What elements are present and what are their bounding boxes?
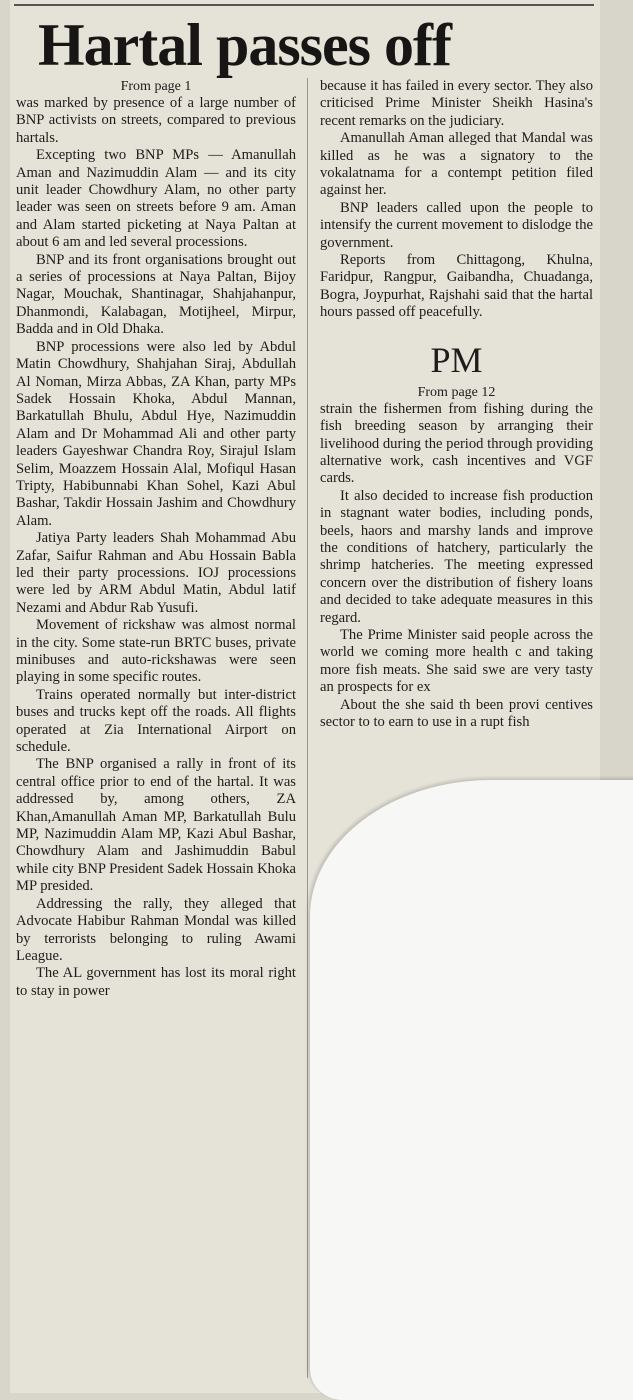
paragraph: Amanullah Aman alleged that Mandal was killed as he was a signatory to the vokalatnama for a contempt petition filed against her. xyxy=(320,130,593,199)
left-column xyxy=(16,78,296,1000)
paragraph: It also decided to increase fish production in stagnant water bodies, including ponds, beels, haors and marshy lands and improve the conditions of hatchery, particularly the shrimp hatcheries. The meeting expressed concern over the distribution of fishery loans and decided to take adequate measures in this regard. xyxy=(320,487,593,626)
torn-paper-area xyxy=(310,780,633,1400)
column-divider xyxy=(307,78,308,1378)
paragraph: was marked by presence of a large number of BNP activists on streets, compared to previous hartals. xyxy=(16,95,296,146)
paragraph: Trains operated normally but inter-district buses and trucks kept off the roads. All flights operated at Zia International Airport on schedule. xyxy=(16,686,296,756)
top-rule xyxy=(14,4,594,6)
right-column xyxy=(320,78,593,731)
paragraph: Excepting two BNP MPs — Amanullah Aman and Nazimuddin Alam — and its city unit leader Chowdhury Alam, no other party leader was seen on streets before 9 am. Aman and Alam started picketing at Naya Paltan at about 6 am and led several processions. xyxy=(16,147,296,251)
paragraph: BNP and its front organisations brought out a series of processions at Naya Paltan, Bijoy Nagar, Mouchak, Shantinagar, Shahjahanpur, Dhanmondi, Kalabagan, Motijheel, Mirpur, Badda and in Old Dhaka. xyxy=(16,251,296,338)
paragraph: BNP processions were also led by Abdul Matin Chowdhury, Shahjahan Siraj, Abdullah Al Noman, Mirza Abbas, ZA Khan, party MPs Sadek Hossain Khoka, Abdul Mannan, Barkatullah Bhulu, Abdul Hye, Nazimuddin Alam and Dr Mohammad Ali and other party leaders Gayeshwar Chandra Roy, Sirajul Islam Selim, Moazzem Hossain Alal, Mofiqul Hasan Tripty, Habibunnabi Khan Sohel, Kazi Abul Bashar, Takdir Hossain Jashim and Chowdhury Alam. xyxy=(16,338,296,529)
paragraph: The BNP organised a rally in front of its central office prior to end of the hartal. It was addressed by, among others, ZA Khan,Amanullah Aman MP, Barkatullah Bulu MP, Nazimuddin Alam MP, Kazi Abul Bashar, Chowdhury Alam and Jashimuddin Babul while city BNP President Sadek Hossain Khoka MP presided. xyxy=(16,756,296,895)
from-page-label: From page 12 xyxy=(417,384,496,400)
pm-subhead: PM xyxy=(430,339,483,380)
paragraph: strain the fishermen from fishing during the fish breeding season by arranging their livelihood during the period through providing alternative work, cash incentives and VGF cards. xyxy=(320,400,593,487)
paragraph: BNP leaders called upon the people to intensify the current movement to dislodge the government. xyxy=(320,199,593,251)
paragraph: Movement of rickshaw was almost normal in the city. Some state-run BRTC buses, private minibuses and auto-rickshawas were seen playing in some specific routes. xyxy=(16,617,296,686)
paragraph: The Prime Minister said people across the world we coming more health c and taking more fish meats. She said swe are very tasty an prospects for ex xyxy=(320,626,593,696)
headline: Hartal passes off xyxy=(38,12,451,78)
paragraph: Reports from Chittagong, Khulna, Faridpur, Rangpur, Gaibandha, Chuadanga, Bogra, Joypurhat, Rajshahi said that the hartal hours passed off peacefully. xyxy=(320,252,593,321)
paragraph: Addressing the rally, they alleged that Advocate Habibur Rahman Mondal was killed by terrorists belonging to ruling Awami League. xyxy=(16,895,296,964)
paragraph: About the she said th been provi centives sector to to earn to use in a rupt fish xyxy=(320,696,593,730)
paragraph: because it has failed in every sector. They also criticised Prime Minister Sheikh Hasina's recent remarks on the judiciary. xyxy=(320,78,593,129)
paragraph: The AL government has lost its moral right to stay in power xyxy=(16,965,296,999)
from-page-label: From page 1 xyxy=(120,79,192,94)
paragraph: Jatiya Party leaders Shah Mohammad Abu Zafar, Saifur Rahman and Abu Hossain Babla led their party processions. IOJ processions were led by ARM Abdul Matin, Abdul latif Nezami and Abdur Rab Yusufi. xyxy=(16,530,296,616)
